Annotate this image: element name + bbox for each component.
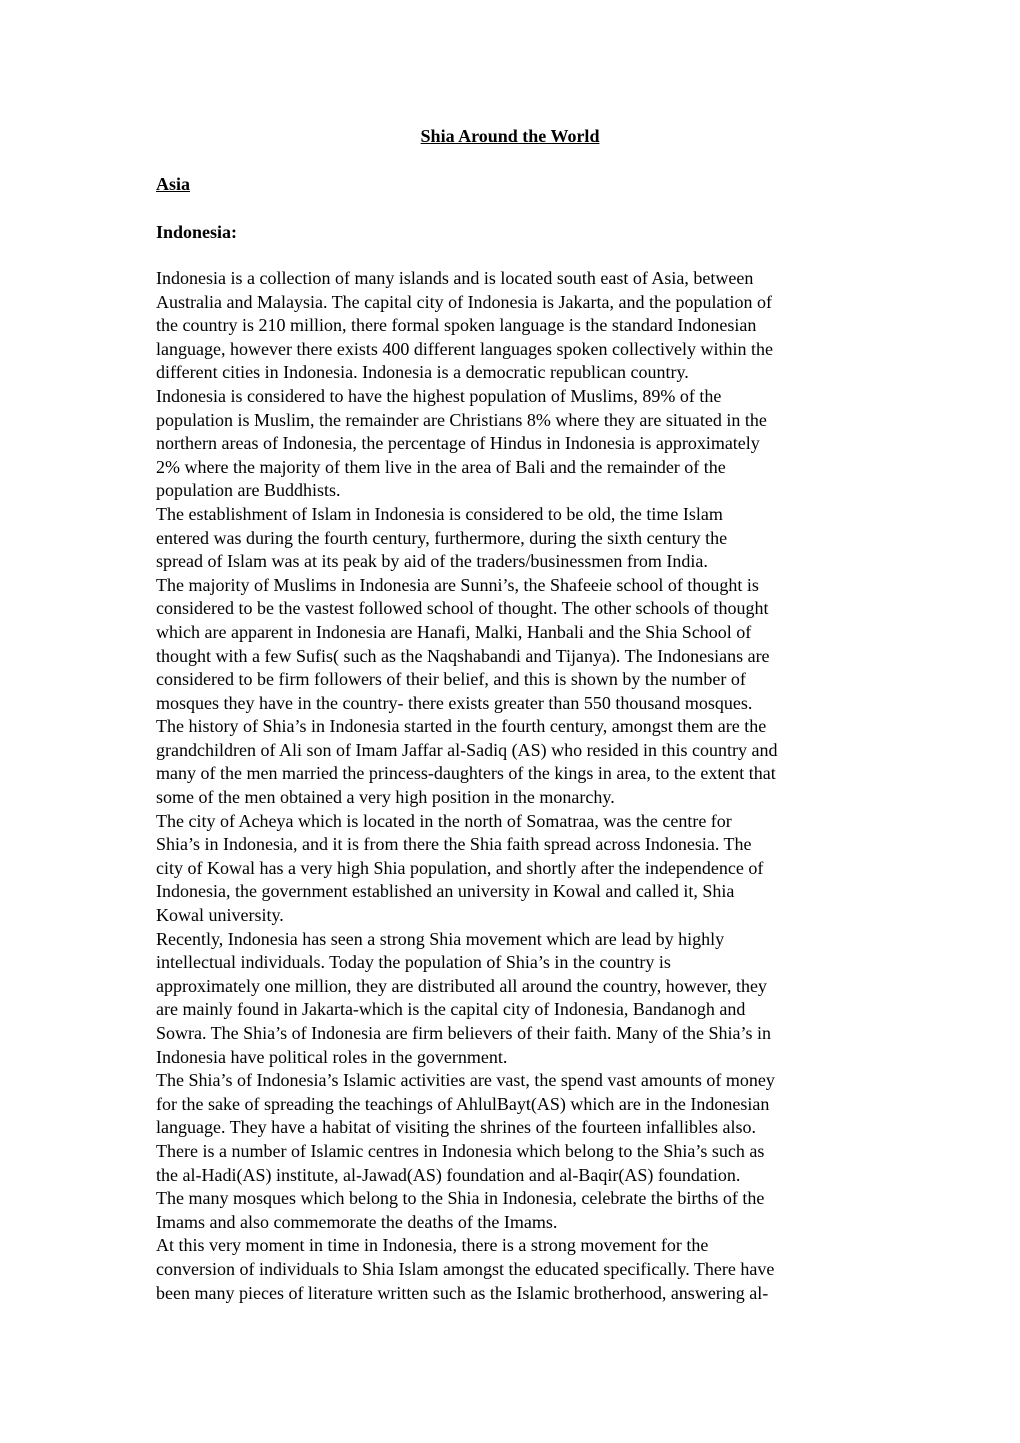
text-line: Indonesia have political roles in the government.	[156, 1046, 508, 1067]
text-line: are mainly found in Jakarta-which is the capital city of Indonesia, Bandanogh and	[156, 999, 746, 1020]
text-line: The Shia’s of Indonesia’s Islamic activities are vast, the spend vast amounts of money	[156, 1070, 775, 1091]
text-line: for the sake of spreading the teachings of AhlulBayt(AS) which are in the Indonesian	[156, 1093, 770, 1114]
text-line: thought with a few Sufis( such as the Naqshabandi and Tijanya). The Indonesians are	[156, 645, 770, 666]
text-line: conversion of individuals to Shia Islam amongst the educated specifically. There have	[156, 1258, 775, 1279]
text-line: the country is 210 million, there formal spoken language is the standard Indonesian	[156, 315, 757, 336]
text-line: mosques they have in the country- there exists greater than 550 thousand mosques.	[156, 692, 753, 713]
subsection-heading-indonesia: Indonesia:	[156, 222, 238, 242]
text-line: the al-Hadi(AS) institute, al-Jawad(AS) foundation and al-Baqir(AS) foundation.	[156, 1164, 741, 1185]
text-line: approximately one million, they are distributed all around the country, however, they	[156, 975, 767, 996]
section-heading-asia: Asia	[156, 174, 191, 194]
document-title: Shia Around the World	[420, 126, 600, 146]
text-line: entered was during the fourth century, furthermore, during the sixth century the	[156, 527, 728, 548]
text-line: spread of Islam was at its peak by aid of the traders/businessmen from India.	[156, 551, 708, 572]
text-line: Shia’s in Indonesia, and it is from there the Shia faith spread across Indonesia. The	[156, 834, 752, 855]
text-line: Recently, Indonesia has seen a strong Shia movement which are lead by highly	[156, 928, 725, 949]
text-line: northern areas of Indonesia, the percentage of Hindus in Indonesia is approximately	[156, 433, 760, 454]
body-text	[156, 267, 872, 1305]
text-line: considered to be firm followers of their belief, and this is shown by the number of	[156, 669, 746, 690]
text-line: some of the men obtained a very high position in the monarchy.	[156, 787, 615, 808]
text-line: intellectual individuals. Today the population of Shia’s in the country is	[156, 952, 671, 973]
text-line: Indonesia, the government established an university in Kowal and called it, Shia	[156, 881, 735, 902]
text-line: 2% where the majority of them live in the area of Bali and the remainder of the	[156, 456, 726, 477]
text-line: Indonesia is a collection of many islands and is located south east of Asia, between	[156, 268, 754, 288]
text-line: been many pieces of literature written such as the Islamic brotherhood, answering al-	[156, 1282, 769, 1303]
text-line: Kowal university.	[156, 905, 284, 926]
text-line: The establishment of Islam in Indonesia is considered to be old, the time Islam	[156, 503, 723, 524]
text-line: The city of Acheya which is located in the north of Somatraa, was the centre for	[156, 810, 732, 831]
text-line: Sowra. The Shia’s of Indonesia are firm believers of their faith. Many of the Shia’s in	[156, 1023, 772, 1043]
text-line: At this very moment in time in Indonesia, there is a strong movement for the	[156, 1235, 709, 1256]
text-line: Australia and Malaysia. The capital city of Indonesia is Jakarta, and the population of	[156, 291, 772, 312]
text-line: The history of Shia’s in Indonesia started in the fourth century, amongst them are the	[156, 716, 767, 737]
text-line: Imams and also commemorate the deaths of the Imams.	[156, 1211, 558, 1232]
text-line: city of Kowal has a very high Shia population, and shortly after the independence of	[156, 857, 764, 878]
text-line: considered to be the vastest followed school of thought. The other schools of thought	[156, 598, 769, 619]
text-line: which are apparent in Indonesia are Hanafi, Malki, Hanbali and the Shia School of	[156, 621, 752, 642]
text-line: many of the men married the princess-daughters of the kings in area, to the extent that	[156, 763, 776, 784]
text-line: population is Muslim, the remainder are Christians 8% where they are situated in the	[156, 409, 767, 430]
text-line: There is a number of Islamic centres in Indonesia which belong to the Shia’s such as	[156, 1140, 765, 1161]
text-line: The many mosques which belong to the Shia in Indonesia, celebrate the births of the	[156, 1188, 765, 1209]
text-line: population are Buddhists.	[156, 480, 341, 501]
text-line: grandchildren of Ali son of Imam Jaffar al-Sadiq (AS) who resided in this country and	[156, 739, 778, 760]
text-line: different cities in Indonesia. Indonesia is a democratic republican country.	[156, 362, 689, 383]
text-line: language. They have a habitat of visiting the shrines of the fourteen infallibles also.	[156, 1117, 756, 1138]
text-line: Indonesia is considered to have the highest population of Muslims, 89% of the	[156, 385, 722, 406]
text-line: The majority of Muslims in Indonesia are Sunni’s, the Shafeeie school of thought is	[156, 574, 759, 595]
text-line: language, however there exists 400 different languages spoken collectively within the	[156, 338, 773, 359]
